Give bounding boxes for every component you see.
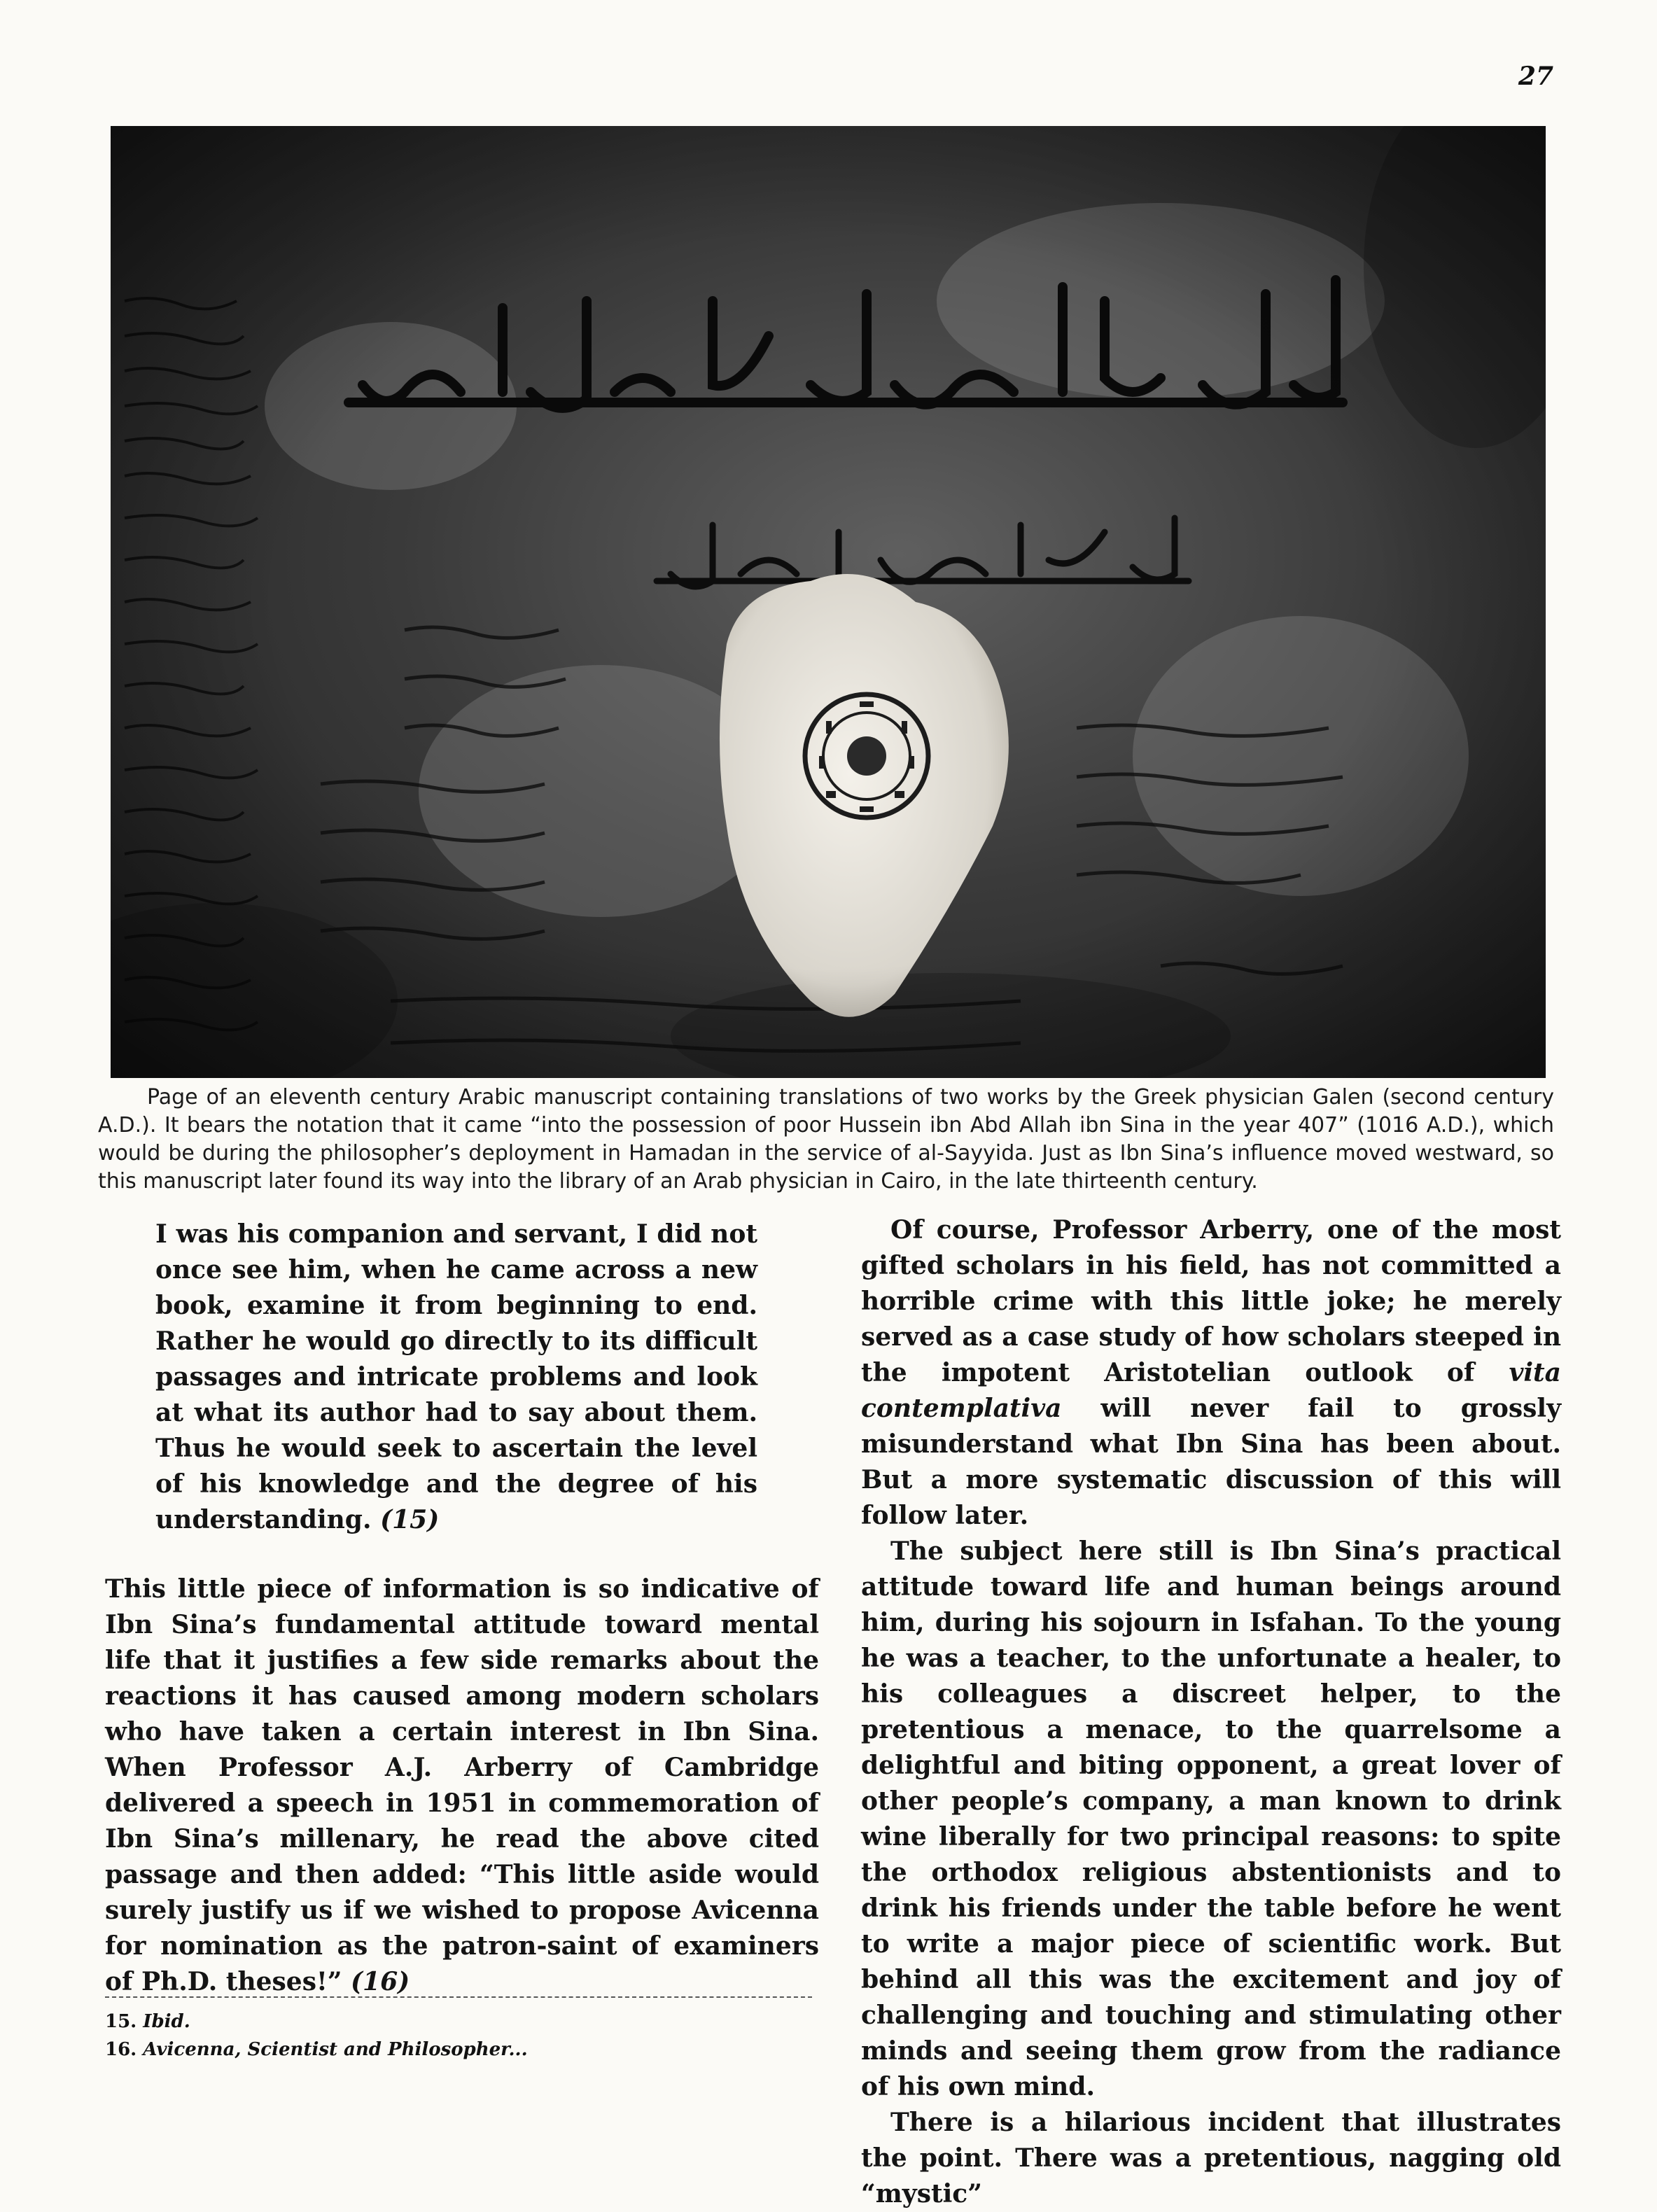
body-paragraph: The subject here still is Ibn Sina’s practical attitude toward life and human beings around him, during his sojourn in Isfahan. To the young he was a teacher, to the unfortunate a healer, to his colleagues a discreet helper, to the pretentious a menace, to the quarrelsome a delightful and biting opponent, a great lover of other people’s company, a man known to drink wine liberally for two principal reasons: to spite the orthodox religious abstentionists and to drink his friends under the table before he went to write a major piece of scientific work. But behind all this was the excitement and joy of challenging and touching and stimulating other minds and seeing them grow from the radiance of his own mind.	[861, 1536, 1561, 2101]
quote-text: I was his companion and servant, I did not once see him, when he came across a new book, examine it from beginning to end. Rather he would go directly to its difficult passages and intricate problems and look at what its author had to say about them. Thus he would seek to ascertain the level of his knowledge and the degree of his understanding.	[155, 1219, 757, 1534]
left-column	[105, 1217, 819, 2000]
body-paragraph	[861, 1212, 1561, 1534]
block-quote	[155, 1217, 757, 1538]
footnote-text: Ibid.	[143, 2011, 190, 2032]
footnote-divider	[105, 1996, 812, 1998]
right-column	[861, 1212, 1561, 2212]
footnote	[105, 2008, 805, 2036]
italic-term: vita contemplativa	[861, 1358, 1561, 1423]
body-paragraph	[105, 1572, 819, 2000]
footnote-text: Avicenna, Scientist and Philosopher...	[143, 2039, 528, 2060]
page-number: 27	[1518, 62, 1553, 91]
paragraph-text: will never fail to grossly misunderstand what Ibn Sina has been about. But a more systematic discussion of this will follow later.	[861, 1394, 1561, 1530]
footnote-number: 15.	[105, 2011, 137, 2032]
quote-reference: (15)	[380, 1505, 440, 1534]
figure-caption	[98, 1084, 1554, 1196]
footnote-number: 16.	[105, 2039, 137, 2060]
manuscript-image	[111, 126, 1546, 1078]
footnotes	[105, 2008, 805, 2064]
paragraph-text: Of course, Professor Arberry, one of the most gifted scholars in his field, has not committed a horrible crime with this little joke; he merely served as a case study of how scholars steeped in the impotent Aristotelian outlook of	[861, 1215, 1561, 1387]
body-paragraph: There is a hilarious incident that illustrates the point. There was a pretentious, nagging old “mystic”	[861, 2108, 1561, 2208]
paragraph-text: This little piece of information is so indicative of Ibn Sina’s fundamental attitude toward mental life that it justifies a few side remarks about the reactions it has caused among modern scholars who have taken a certain interest in Ibn Sina. When Professor A.J. Arberry of Cambridge delivered a speech in 1951 in commemoration of Ibn Sina’s millenary, he read the above cited passage and then added: “This little aside would surely justify us if we wished to propose Avicenna for nomination as the patron-saint of examiners of Ph.D. theses!”	[105, 1574, 819, 1996]
footnote	[105, 2036, 805, 2064]
manuscript-photograph	[111, 126, 1546, 1078]
caption-text: Page of an eleventh century Arabic manuscript containing translations of two works by the Greek physician Galen (second century A.D.). It bears the notation that it came “into the possession of poor Hussein ibn Abd Allah ibn Sina in the year 407” (1016 A.D.), which would be during the philosopher’s deployment in Hamadan in the service of al-Sayyida. Just as Ibn Sina’s influence moved westward, so this manuscript later found its way into the library of an Arab physician in Cairo, in the late thirteenth century.	[98, 1085, 1554, 1194]
paragraph-reference: (16)	[351, 1967, 410, 1996]
